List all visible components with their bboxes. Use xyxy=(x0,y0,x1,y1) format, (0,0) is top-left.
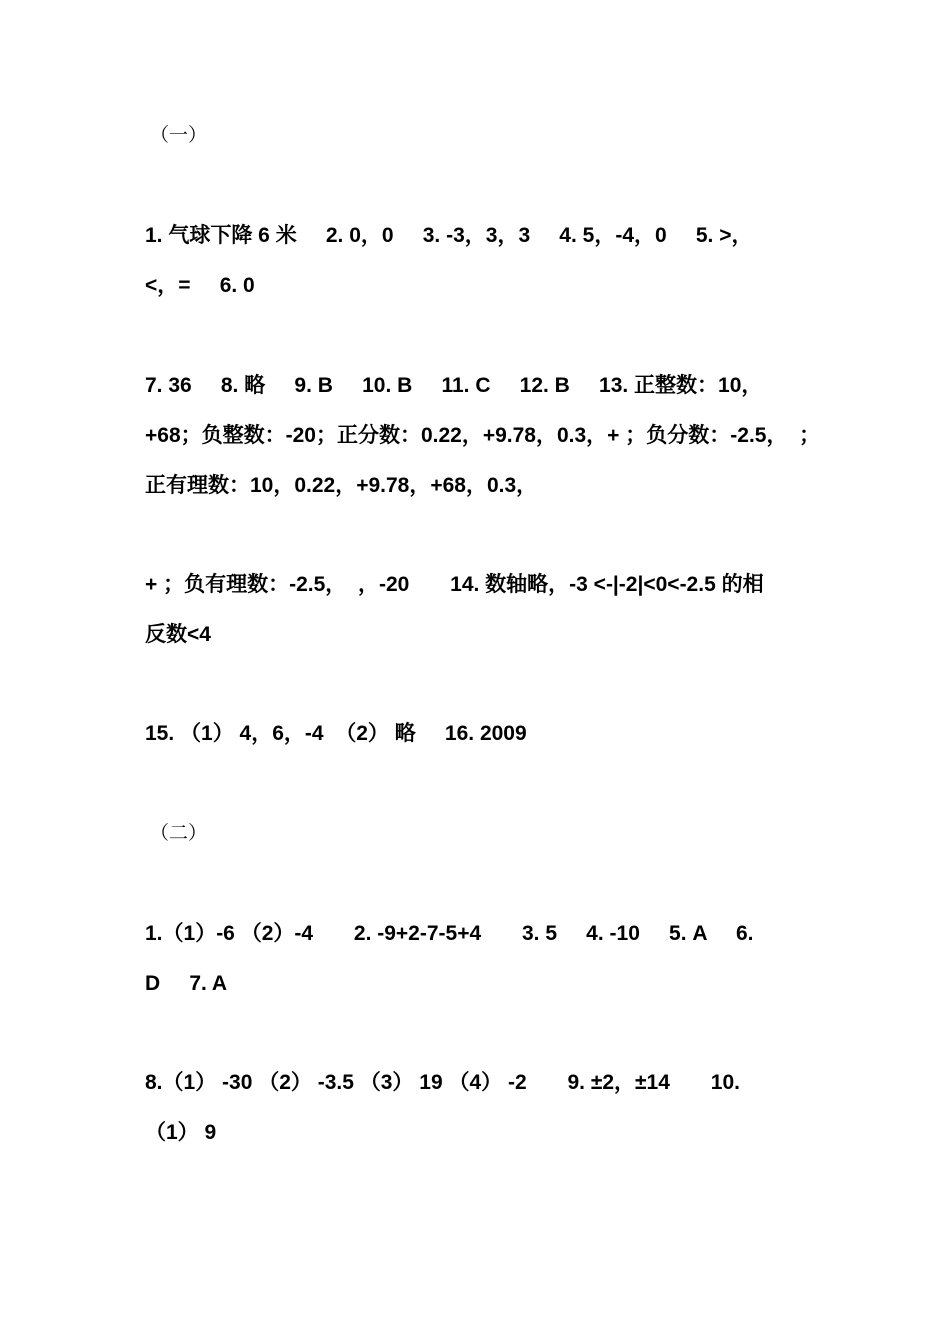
answer-line-10: D 7. A xyxy=(145,972,228,995)
answer-line-11: 8.（1） -30 （2） -3.5 （3） 19 （4） -2 9. ±2，±14 10. xyxy=(145,1071,740,1094)
answer-line-12: （1） 9 xyxy=(145,1121,217,1144)
answer-line-9: 1.（1）-6 （2）-4 2. -9+2-7-5+4 3. 5 4. -10 5. A 6. xyxy=(145,922,754,945)
answer-line-1: 1. 气球下降 6 米 2. 0，0 3. -3，3，3 4. 5，-4，0 5. >， xyxy=(145,224,753,247)
answer-line-3: 7. 36 8. 略 9. B 10. B 11. C 12. B 13. 正整数：10， xyxy=(145,374,763,397)
answer-line-8: 15. （1） 4，6，-4 （2） 略 16. 2009 xyxy=(145,722,527,745)
answer-line-7: 反数<4 xyxy=(145,623,211,646)
section-1-heading: （一） xyxy=(150,124,208,146)
answer-line-6: + ；负有理数：-2.5， ，-20 14. 数轴略，-3 <-|-2|<0<-2.5 的相 xyxy=(145,573,764,596)
answer-line-5: 正有理数：10，0.22，+9.78，+68，0.3， xyxy=(145,474,538,497)
section-2-heading: （二） xyxy=(150,822,208,844)
answer-line-2: <，= 6. 0 xyxy=(145,274,255,297)
answer-line-4: +68；负整数：-20；正分数：0.22，+9.78，0.3，+ ；负分数：-2.5， ； xyxy=(145,424,821,447)
